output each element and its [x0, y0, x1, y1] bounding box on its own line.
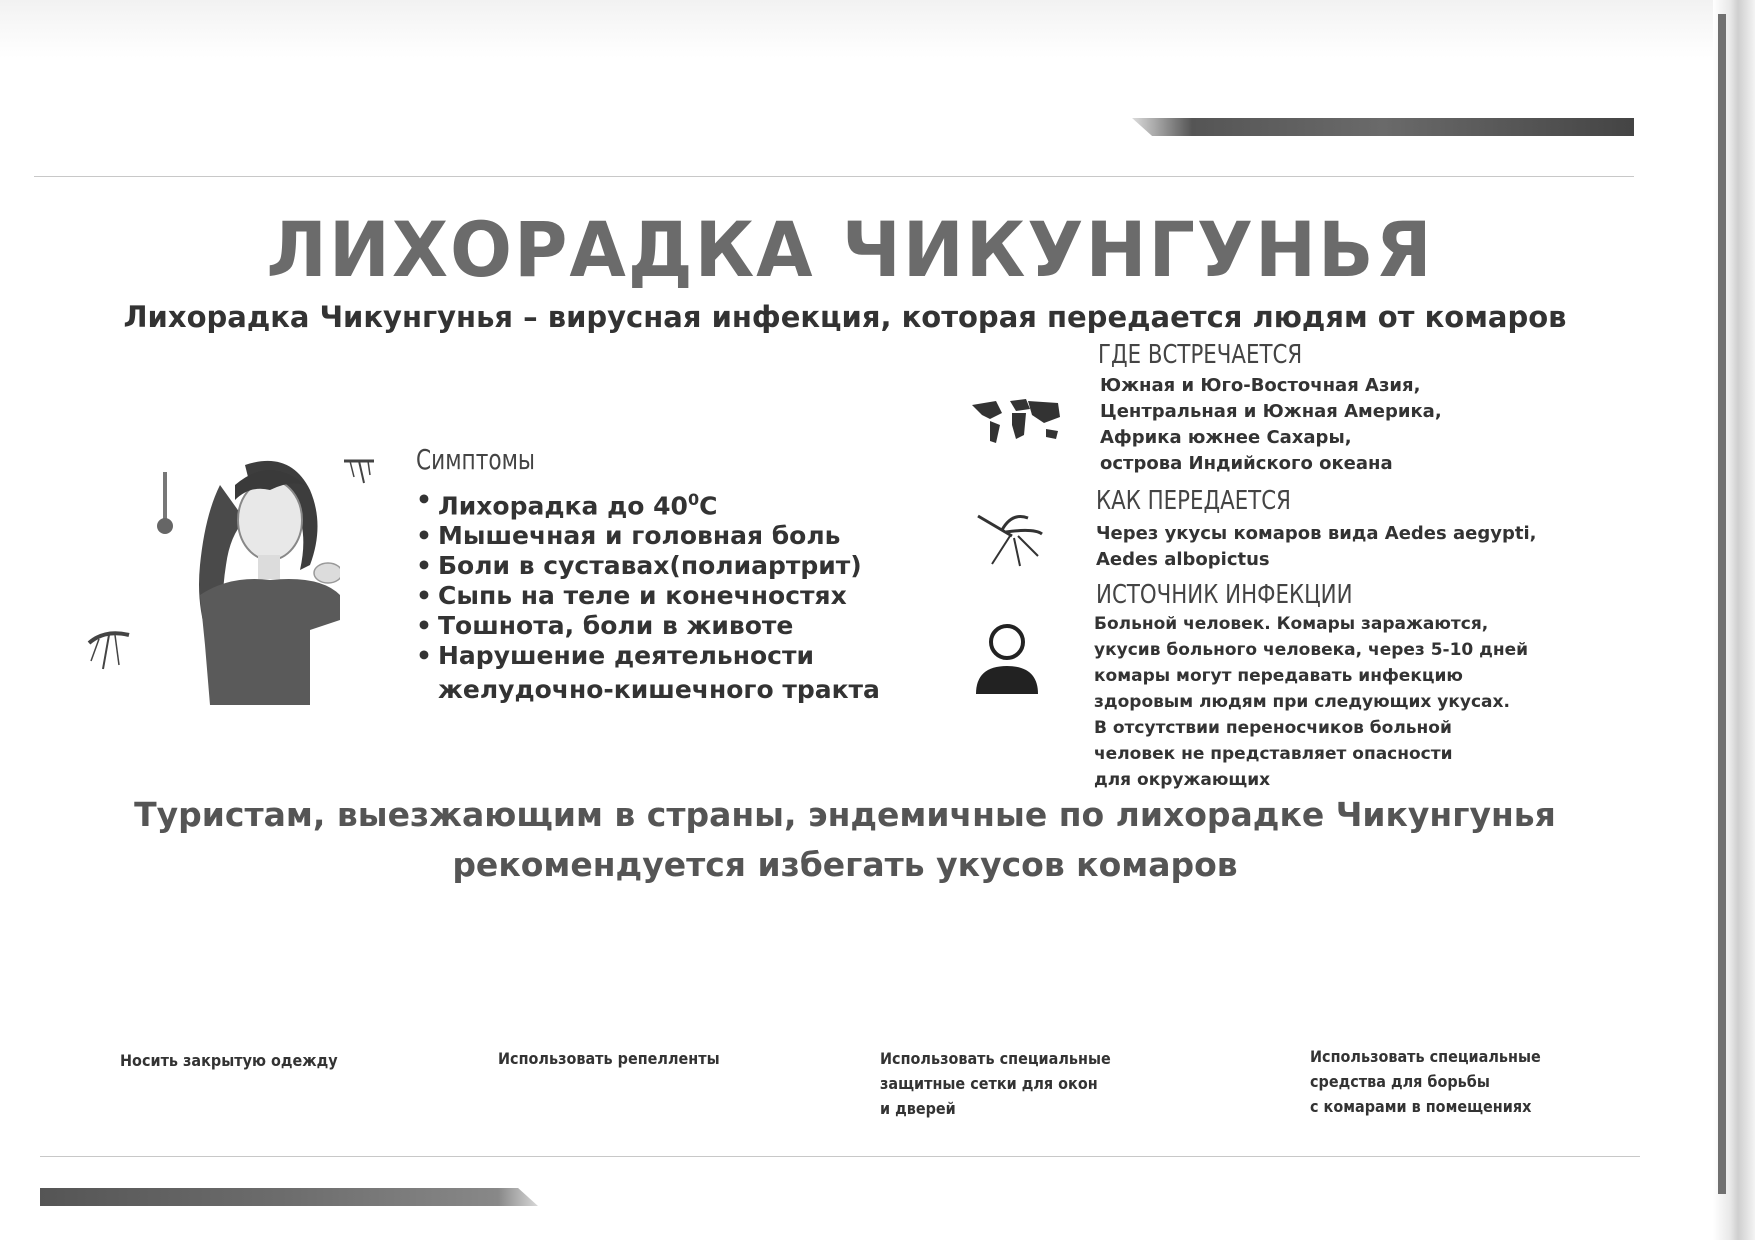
source-heading: ИСТОЧНИК ИНФЕКЦИИ [1096, 580, 1353, 610]
symptom-item: • Сыпь на теле и конечностях [416, 581, 880, 611]
symptoms-heading: Симптомы [416, 443, 536, 476]
tip-window-nets [880, 1046, 1111, 1121]
scan-right-line [1718, 14, 1726, 1194]
source-line: для окружающих [1094, 770, 1271, 790]
where-text [1100, 373, 1442, 477]
tip-line: средства для борьбы [1310, 1072, 1490, 1091]
mosquito-icon [972, 510, 1046, 568]
tip-line: Использовать специальные [880, 1049, 1111, 1068]
symptom-item: • Тошнота, боли в животе [416, 611, 880, 641]
source-line: комары могут передавать инфекцию [1094, 666, 1463, 686]
advice-line-2: рекомендуется избегать укусов комаров [452, 845, 1238, 884]
transmission-line: Aedes albopictus [1096, 549, 1270, 570]
source-line: укусив больного человека, через 5-10 дней [1094, 640, 1529, 660]
symptom-item: • Мышечная и головная боль [416, 521, 880, 551]
where-line: Африка южнее Сахары, [1100, 427, 1352, 448]
mosquito-icon [85, 625, 133, 673]
page-subtitle: Лихорадка Чикунгунья – вирусная инфекция, которая передается людям от комаров [123, 300, 1567, 334]
tip-line: Использовать репелленты [498, 1049, 720, 1068]
source-line: здоровым людям при следующих укусах. [1094, 692, 1510, 712]
transmission-heading: КАК ПЕРЕДАЕТСЯ [1096, 486, 1291, 516]
transmission-line: Через укусы комаров вида Aedes aegypti, [1096, 523, 1537, 544]
tip-line: Использовать специальные [1310, 1047, 1541, 1066]
symptom-item: • Боли в суставах(полиартрит) [416, 551, 880, 581]
advice-line-1: Туристам, выезжающим в страны, эндемичные по лихорадке Чикунгунья [134, 795, 1556, 834]
where-line: острова Индийского океана [1100, 453, 1393, 474]
symptom-item: • Нарушение деятельности [416, 641, 880, 671]
transmission-text [1096, 521, 1536, 573]
source-line: Больной человек. Комары заражаются, [1094, 614, 1489, 634]
source-text [1094, 611, 1528, 793]
advice-text [0, 790, 1690, 890]
world-map-icon [968, 395, 1064, 447]
bottom-decor-bar [40, 1188, 538, 1206]
source-line: человек не представляет опасности [1094, 744, 1453, 764]
symptoms-list [416, 485, 880, 705]
bottom-rule [40, 1156, 1640, 1157]
tip-closed-clothing [120, 1048, 338, 1073]
top-rule [34, 176, 1634, 177]
symptom-item: • Лихорадка до $40^0С$ [416, 485, 880, 521]
person-icon [972, 620, 1042, 696]
top-decor-bar [1132, 118, 1634, 136]
where-heading: ГДЕ ВСТРЕЧАЕТСЯ [1098, 340, 1303, 370]
tip-repellents [498, 1046, 720, 1071]
symptom-item-continuation: желудочно-кишечного тракта [438, 675, 880, 705]
sick-woman-illustration [160, 445, 340, 705]
page-title: ЛИХОРАДКА ЧИКУНГУНЬЯ [266, 205, 1434, 294]
tip-line: и дверей [880, 1099, 956, 1118]
tip-line: Носить закрытую одежду [120, 1051, 338, 1070]
scan-top-shadow [0, 0, 1755, 58]
mosquito-icon [340, 455, 378, 487]
tip-indoor-control [1310, 1044, 1541, 1119]
tip-line: с комарами в помещениях [1310, 1097, 1532, 1116]
tip-line: защитные сетки для окон [880, 1074, 1098, 1093]
where-line: Центральная и Южная Америка, [1100, 401, 1442, 422]
source-line: В отсутствии переносчиков больной [1094, 718, 1452, 738]
where-line: Южная и Юго-Восточная Азия, [1100, 375, 1421, 396]
